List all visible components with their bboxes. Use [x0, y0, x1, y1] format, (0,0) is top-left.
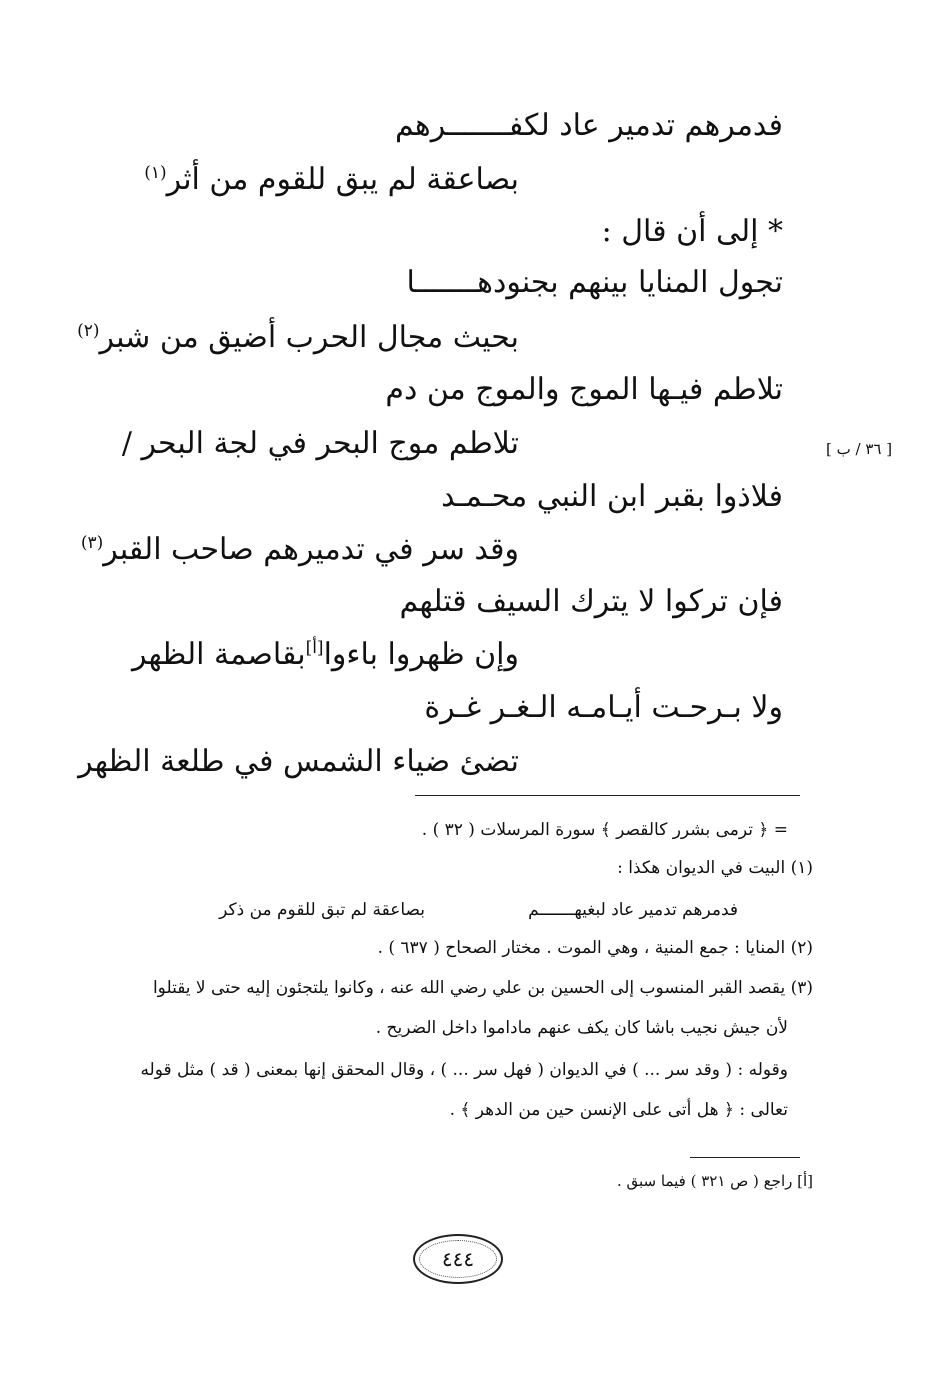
- verse-line: ولا بـرحـت أيـامـه الـغـر غـرة: [424, 690, 783, 725]
- footnote-separator: [415, 795, 800, 796]
- editor-note: [أ] راجع ( ص ٣٢١ ) فيما سبق .: [616, 1172, 813, 1190]
- verse-line: تلاطم موج البحر في لجة البحر /: [121, 426, 519, 461]
- verse-line: تجول المنايا بينهم بجنودهـــــــا: [406, 265, 783, 300]
- verse-line: تلاطم فيـها الموج والموج من دم: [385, 372, 783, 407]
- verse-line: وإن ظهروا باءوا[أ]بقاصمة الظهر: [131, 637, 519, 672]
- page-number: ٤٤٤: [441, 1247, 475, 1271]
- footnote-1: (١) البيت في الديوان هكذا :: [617, 858, 813, 878]
- footnote-line: = ﴿ ترمى بشرر كالقصر ﴾ سورة المرسلات ( ٣٢ ) .: [421, 820, 788, 840]
- footnote-separator: [690, 1157, 800, 1158]
- footnote-ref[interactable]: (٢): [77, 321, 100, 341]
- verse-line: فدمرهم تدمير عاد لكفـــــــرهم: [394, 108, 783, 143]
- footnote-line: تعالى : ﴿ هل أتى على الإنسن حين من الدهر ﴾ .: [449, 1100, 788, 1120]
- section-marker: * إلى أن قال :: [601, 214, 783, 249]
- footnote-verse: فدمرهم تدمير عاد لبغيهـــــــم: [528, 900, 738, 920]
- verse-line: بصاعقة لم يبق للقوم من أثر$^{(١)}$: [144, 162, 519, 197]
- manuscript-folio-marker: [ ٣٦ / ب ]: [826, 440, 893, 458]
- page-number-badge: [413, 1234, 503, 1284]
- footnote-verse: بصاعقة لم تبق للقوم من ذكر: [219, 900, 425, 920]
- footnote-2: (٢) المنايا : جمع المنية ، وهي الموت . مختار الصحاح ( ٦٣٧ ) .: [377, 938, 813, 958]
- verse-line: فإن تركوا لا يترك السيف قتلهم: [399, 584, 783, 619]
- verse-line: وقد سر في تدميرهم صاحب القبر$^{(٣)}$: [80, 532, 519, 567]
- verse-line: بحيث مجال الحرب أضيق من شبر$^{(٢)}$: [77, 320, 519, 355]
- footnote-ref[interactable]: [أ]: [305, 638, 324, 658]
- verse-line: تضئ ضياء الشمس في طلعة الظهر: [78, 744, 519, 779]
- footnote-line: لأن جيش نجيب باشا كان يكف عنهم ماداموا داخل الضريح .: [375, 1018, 788, 1038]
- footnote-ref[interactable]: (١): [144, 163, 167, 183]
- footnote-line: وقوله : ( وقد سر ... ) في الديوان ( فهل سر ... ) ، وقال المحقق إنها بمعنى ( قد ) مثل قوله: [140, 1060, 788, 1080]
- footnote-ref[interactable]: (٣): [80, 533, 104, 553]
- verse-line: فلاذوا بقبر ابن النبي محـمـد: [441, 479, 783, 514]
- footnote-3: (٣) يقصد القبر المنسوب إلى الحسين بن علي رضي الله عنه ، وكانوا يلتجئون إليه حتى لا يقتلوا: [152, 978, 813, 998]
